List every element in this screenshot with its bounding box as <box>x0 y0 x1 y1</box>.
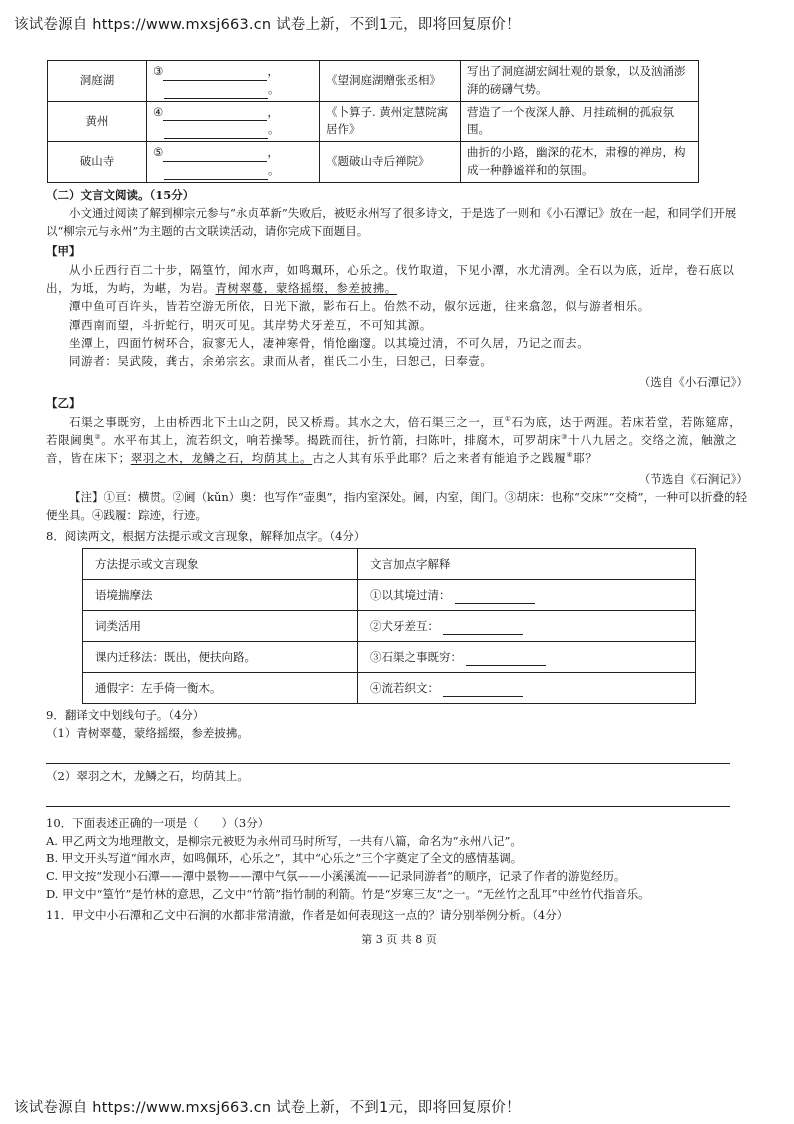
table-row <box>83 549 696 580</box>
poetry-fill-table <box>47 60 699 183</box>
exam-page <box>46 60 752 948</box>
passage-source: （选自《小石潭记》） <box>638 375 748 390</box>
table-header: 方法提示或文言现象 <box>83 549 358 580</box>
option-a[interactable]: A. 甲乙两文为地理散文，是柳宗元被贬为永州司马时所写，一共有八篇，命名为“永州八记”。 <box>46 833 522 848</box>
method-cell: 课内迁移法：既出，便扶向路。 <box>83 642 358 673</box>
answer-blank[interactable] <box>466 654 546 666</box>
answer-cell: ①以其境过清： <box>358 580 696 611</box>
footnote-marker: ④ <box>566 451 574 460</box>
section-intro: 小文通过阅读了解到柳宗元参与“永贞革新”失败后，被贬永州写了很多诗文，于是选了一则和《小石潭记》放在一起，和同学们开展以“柳宗元与永州”为主题的古文联读活动，请你完成下面题目。 <box>46 205 737 238</box>
blank-number: ③ <box>153 64 164 78</box>
answer-blank[interactable] <box>455 592 535 604</box>
footnote-marker: ① <box>504 414 512 423</box>
option-c[interactable]: C. 甲文按“发现小石潭——潭中景物——潭中气氛——小溪溪流——记录同游者”的顺序，记录了作者的游览经历。 <box>46 869 626 884</box>
question-9-sentence-2: （2）翠羽之木，龙鳞之石，均荫其上。 <box>46 769 249 784</box>
footnotes: 【注】①亘：横贯。②阃（kǔn）奥：也写作“壶奥”，指内室深处。阃，内室，闺门。③胡床：也称“交床”“交椅”，一种可以折叠的轻便坐具。④践履：踪迹，行迹。 <box>46 489 748 522</box>
option-b[interactable]: B. 甲文开头写道“闻水声，如鸣佩环，心乐之”，其中“心乐之”三个字奠定了全文的感情基调。 <box>46 851 523 866</box>
answer-blank[interactable] <box>164 126 268 139</box>
table-row <box>83 642 696 673</box>
blank-number: ④ <box>153 104 164 119</box>
method-cell: 语境揣摩法 <box>83 580 358 611</box>
page-header-banner: 该试卷源自 https://www.mxsj663.cn 试卷上新，不到1元，即将回复原价！ <box>14 17 521 33</box>
table-row <box>83 611 696 642</box>
table-row <box>48 101 699 142</box>
option-d[interactable]: D. 甲文中“篁竹”是竹林的意思，乙文中“竹箭”指竹制的利箭。竹是“岁寒三友”之一。“无丝竹之乱耳”中丝竹代指音乐。 <box>46 887 650 902</box>
blank-cell: ③ ， 。 <box>147 61 320 102</box>
footnote-marker: ② <box>94 433 102 442</box>
underlined-sentence: 翠羽之木，龙鳞之石，均荫其上。 <box>130 451 313 465</box>
answer-line[interactable] <box>46 743 730 764</box>
table-row <box>83 673 696 704</box>
answer-blank[interactable] <box>443 623 523 635</box>
footnote-marker: ③ <box>561 433 568 442</box>
work-title-cell: 《卜算子. 黄州定慧院寓居作》 <box>320 101 461 142</box>
passage-jia-paragraph: 同游者：吴武陵，龚古，余弟宗玄。隶而从者，崔氏二小生，曰恕己，曰奉壹。 <box>69 353 493 368</box>
answer-blank[interactable] <box>163 149 267 162</box>
question-11-stem: 11．甲文中小石潭和乙文中石涧的水都非常清澈，作者是如何表现这一点的？请分别举例分析。（4分） <box>46 907 569 922</box>
passage-jia-paragraph: 潭中鱼可百许头，皆若空游无所依，日光下澈，影布石上。佁然不动，俶尔远逝，往来翕忽，似与游者相乐。 <box>69 299 650 314</box>
question-8-table <box>82 548 696 704</box>
table-row <box>48 61 699 102</box>
answer-blank[interactable] <box>443 685 523 697</box>
question-9-sentence-1: （1）青树翠蔓，蒙络摇缀，参差披拂。 <box>46 726 249 741</box>
blank-cell: ⑤ ， 。 <box>147 142 320 183</box>
passage-jia-paragraph: 坐潭上，四面竹树环合，寂寥无人，凄神寒骨，悄怆幽邃。以其境过清，不可久居，乃记之而去。 <box>69 335 590 350</box>
method-cell: 词类活用 <box>83 611 358 642</box>
page-footer-banner: 该试卷源自 https://www.mxsj663.cn 试卷上新，不到1元，即将回复原价！ <box>14 1100 521 1116</box>
work-title-cell: 《望洞庭湖赠张丞相》 <box>320 61 461 102</box>
underlined-sentence: 青树翠蔓，蒙络摇缀，参差披拂。 <box>215 281 397 296</box>
answer-cell: ④流若织文： <box>358 673 696 704</box>
blank-number: ⑤ <box>153 145 164 160</box>
answer-cell: ③石渠之事既穷： <box>358 642 696 673</box>
answer-blank[interactable] <box>163 68 267 81</box>
passage-source: （节选自《石涧记》） <box>638 472 748 487</box>
question-8-stem: 8．阅读两文，根据方法提示或文言现象，解释加点字。（4分） <box>46 528 366 543</box>
passage-yi-paragraph: 石渠之事既穷，上由桥西北下土山之阴，民又桥焉。其水之大，倍石渠三之一，亘①石为底，达于两涯。若床若堂，若陈筵席，若限阃奥②。水平布其上，流若织文，响若操琴。揭跣而往，折竹箭，扫陈叶，排腐木，可罗胡床③十八九居之。交络之流，触激之音，皆在床下；翠羽之木，龙鳞之石，均荫其上。古之人其有乐乎此耶？后之来者有能追予之践履④耶？ <box>46 414 742 465</box>
place-cell: 洞庭湖 <box>48 61 147 102</box>
section-title: （二）文言文阅读。（15分） <box>46 187 195 202</box>
description-cell: 营造了一个夜深人静、月挂疏桐的孤寂氛围。 <box>461 101 699 142</box>
answer-line[interactable] <box>46 786 730 807</box>
blank-cell: ④ ， 。 <box>147 101 320 142</box>
passage-jia-paragraph: 潭西南而望，斗折蛇行，明灭可见。其岸势犬牙差互，不可知其源。 <box>69 317 432 332</box>
question-10-stem: 10．下面表述正确的一项是（ ）（3分） <box>46 815 270 830</box>
description-cell: 写出了洞庭湖宏阔壮观的景象，以及汹涌澎湃的磅礴气势。 <box>461 61 699 102</box>
page-number: 第 3 页 共 8 页 <box>361 932 437 946</box>
work-title-cell: 《题破山寺后禅院》 <box>320 142 461 183</box>
answer-blank[interactable] <box>164 167 268 180</box>
place-cell: 黄州 <box>48 101 147 142</box>
answer-blank[interactable] <box>164 86 268 99</box>
passage-jia-paragraph: 从小丘西行百二十步，隔篁竹，闻水声，如鸣珮环，心乐之。伐竹取道，下见小潭，水尤清冽。全石以为底，近岸，卷石底以出，为坻，为屿，为嵁，为岩。青树翠蔓，蒙络摇缀，参差披拂。 <box>46 263 735 296</box>
method-cell: 通假字：左手倚一衡木。 <box>83 673 358 704</box>
passage-yi-label: 【乙】 <box>46 395 81 410</box>
place-cell: 破山寺 <box>48 142 147 183</box>
description-cell: 曲折的小路，幽深的花木，肃穆的禅房，构成一种静谧祥和的氛围。 <box>461 142 699 183</box>
table-header: 文言加点字解释 <box>358 549 696 580</box>
answer-cell: ②犬牙差互： <box>358 611 696 642</box>
question-9-stem: 9．翻译文中划线句子。（4分） <box>46 708 205 723</box>
table-row <box>83 580 696 611</box>
answer-blank[interactable] <box>163 108 267 121</box>
passage-jia-label: 【甲】 <box>46 244 81 259</box>
table-row <box>48 142 699 183</box>
